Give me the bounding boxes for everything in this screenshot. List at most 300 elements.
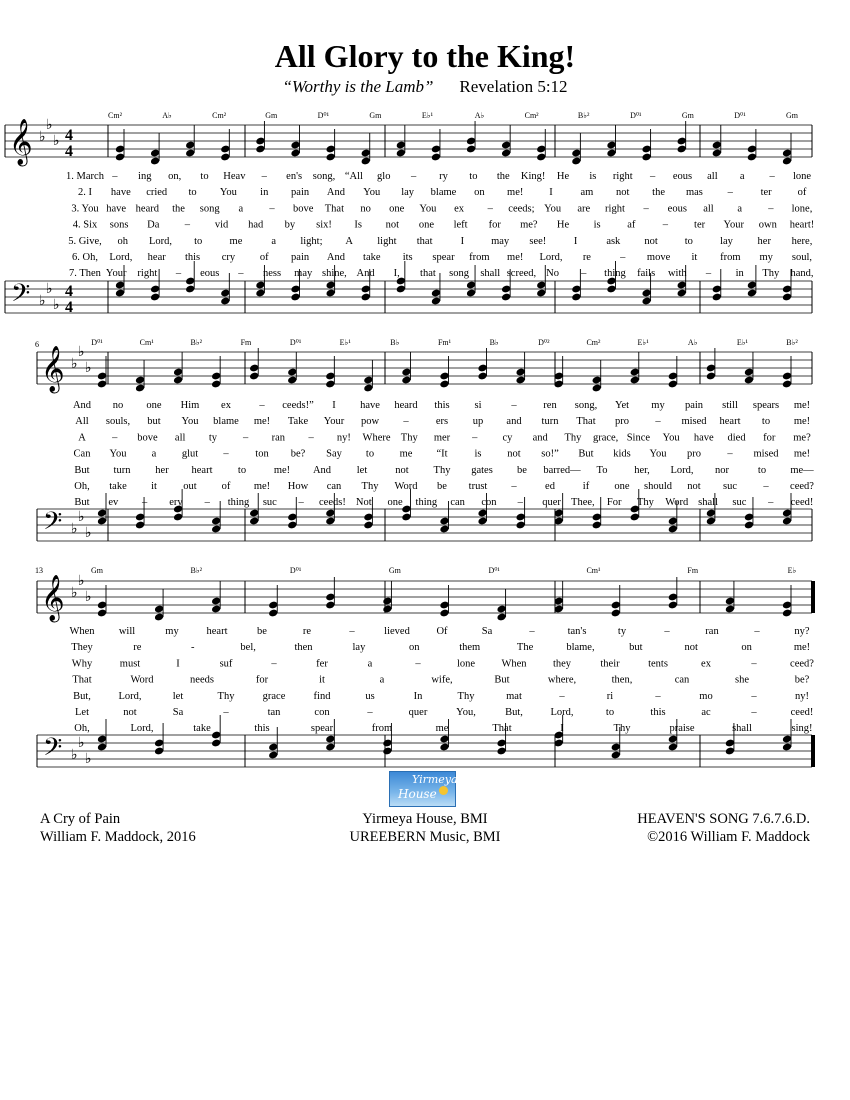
lyric-syllable: eous bbox=[672, 171, 693, 182]
lyric-syllable: Thy bbox=[400, 432, 418, 444]
lyric-syllable: so!” bbox=[541, 448, 559, 460]
lyric-syllable: from bbox=[720, 252, 741, 263]
lyric-syllable: me! bbox=[507, 187, 524, 199]
lyric-syllable: For bbox=[606, 497, 622, 509]
lyric-syllable: – bbox=[415, 658, 421, 670]
lyric-syllable: me! bbox=[253, 416, 271, 428]
lyric-syllable: spear bbox=[310, 723, 334, 735]
lyric-syllable: she bbox=[735, 674, 749, 686]
hymn-subtitle: A Cry of Pain bbox=[40, 811, 121, 827]
lyric-syllable: but bbox=[147, 416, 161, 428]
lyric-syllable: eous bbox=[200, 268, 220, 280]
lyric-syllable: When bbox=[69, 626, 95, 637]
lyric-syllable: tents bbox=[648, 658, 668, 670]
lyric-syllable: Lord, bbox=[539, 252, 563, 263]
lyric-syllable: turn bbox=[113, 464, 131, 476]
final-barline bbox=[811, 735, 815, 767]
lyric-syllable: ty bbox=[208, 432, 217, 444]
lyric-syllable: her bbox=[155, 464, 169, 476]
lyric-syllable: – bbox=[223, 448, 229, 460]
lyric-syllable: no bbox=[112, 400, 124, 411]
publisher-2: UREEBERN Music, BMI bbox=[349, 829, 501, 845]
lyric-syllable: still bbox=[722, 400, 738, 411]
lyric-syllable: out bbox=[183, 481, 197, 492]
lyric-syllable: – bbox=[751, 690, 757, 702]
sun-icon bbox=[439, 786, 448, 795]
lyric-syllable: – bbox=[411, 171, 417, 182]
lyric-syllable: And bbox=[72, 400, 92, 411]
lyric-syllable: one bbox=[387, 497, 403, 509]
chord-symbol: Gm bbox=[388, 566, 401, 575]
lyric-syllable: And bbox=[356, 268, 375, 280]
lyric-syllable: pro bbox=[615, 416, 629, 428]
flat-icon: ♭ bbox=[71, 522, 78, 537]
lyric-syllable: – bbox=[727, 187, 733, 199]
chord-symbol: D⁰¹ bbox=[488, 566, 500, 575]
flat-icon: ♭ bbox=[71, 357, 78, 372]
scripture-reference: Revelation 5:12 bbox=[459, 77, 568, 96]
lyric-syllable: Where bbox=[362, 432, 391, 444]
chord-symbol: Cm² bbox=[586, 338, 601, 347]
yirmeya-house-logo bbox=[389, 771, 456, 807]
lyric-syllable: not bbox=[616, 187, 630, 199]
flat-icon: ♭ bbox=[78, 736, 85, 751]
lyric-syllable: You bbox=[181, 416, 199, 428]
lyric-syllable: I bbox=[573, 235, 578, 247]
lyric-syllable: right bbox=[137, 268, 158, 280]
chord-symbol: Cm² bbox=[524, 111, 539, 120]
lyric-syllable: me! bbox=[793, 642, 811, 654]
lyric-syllable: Lord, bbox=[550, 707, 574, 718]
lyric-syllable: Lord, bbox=[109, 252, 133, 263]
lyric-syllable: not bbox=[395, 464, 409, 476]
lyric-syllable: shine, bbox=[321, 268, 347, 280]
lyric-syllable: heard bbox=[135, 203, 160, 215]
lyric-syllable: all bbox=[707, 171, 718, 182]
lyric-syllable: heard bbox=[394, 400, 418, 411]
lyric-syllable: pow bbox=[360, 416, 380, 428]
lyric-syllable: But bbox=[74, 464, 90, 476]
lyric-syllable: I bbox=[549, 187, 553, 199]
lyric-syllable: cry bbox=[221, 252, 236, 263]
lyric-syllable: a bbox=[367, 658, 373, 670]
lyric-syllable: – bbox=[472, 432, 478, 444]
lyric-syllable: thing bbox=[604, 268, 626, 280]
lyric-syllable: ri bbox=[606, 690, 614, 702]
lyric-syllable: Word bbox=[665, 497, 689, 509]
lyric-syllable: shall bbox=[698, 497, 719, 509]
lyric-syllable: – bbox=[261, 171, 267, 182]
lyric-syllable: How bbox=[287, 481, 309, 492]
lyric-syllable: When bbox=[501, 658, 527, 670]
lyric-syllable: Not bbox=[355, 497, 372, 509]
chord-symbol: B♭ bbox=[489, 338, 499, 347]
lyric-syllable: 5. Give, bbox=[68, 235, 102, 247]
lyric-syllable: lay bbox=[352, 642, 366, 654]
lyric-syllable: me! bbox=[793, 416, 811, 428]
flat-icon: ♭ bbox=[53, 298, 60, 313]
lyric-syllable: Why bbox=[71, 658, 93, 670]
lyric-syllable: cried bbox=[146, 187, 168, 199]
lyric-syllable: - bbox=[191, 642, 195, 654]
lyric-syllable: ny? bbox=[794, 626, 810, 637]
chord-symbol: A♭ bbox=[687, 338, 698, 347]
lyric-syllable: screed, bbox=[506, 268, 537, 280]
chord-symbol: A♭ bbox=[162, 111, 172, 120]
lyric-syllable: – bbox=[662, 219, 669, 231]
lyric-syllable: are bbox=[577, 203, 591, 215]
lyric-syllable: me bbox=[229, 235, 243, 247]
logo-text-line1: Yirmeya bbox=[412, 773, 458, 786]
footer-center bbox=[300, 810, 550, 846]
lyric-syllable: for bbox=[763, 432, 776, 444]
flat-icon: ♭ bbox=[53, 134, 60, 149]
treble-clef-icon: 𝄞 bbox=[41, 575, 65, 620]
lyric-syllable: 3. You bbox=[71, 203, 99, 215]
lyric-syllable: this bbox=[184, 252, 201, 263]
lyric-syllable: ex bbox=[221, 400, 231, 411]
composer: William F. Maddock, 2016 bbox=[40, 829, 196, 845]
lyric-syllable: ceed! bbox=[790, 497, 814, 509]
lyric-syllable: have bbox=[110, 187, 131, 199]
chord-symbol: Gm bbox=[681, 111, 694, 120]
lyric-syllable: ter bbox=[694, 219, 706, 231]
lyric-syllable: died bbox=[727, 432, 746, 444]
lyric-syllable: 2. I bbox=[78, 187, 92, 199]
lyric-syllable: to bbox=[365, 448, 375, 460]
lyric-syllable: and bbox=[506, 416, 522, 428]
lyric-syllable: – bbox=[655, 690, 661, 702]
lyric-syllable: ceeds!” bbox=[282, 400, 314, 411]
lyric-syllable: my bbox=[759, 252, 773, 263]
lyric-syllable: – bbox=[655, 416, 661, 428]
lyric-syllable: pain bbox=[684, 400, 704, 411]
lyric-syllable: Thy bbox=[361, 481, 379, 492]
lyric-syllable: You bbox=[109, 448, 127, 460]
lyric-syllable: Thy bbox=[613, 723, 631, 735]
lyric-syllable: Word bbox=[394, 481, 418, 492]
lyric-syllable: You bbox=[649, 448, 667, 460]
lyric-syllable: – bbox=[754, 626, 760, 637]
lyric-syllable: ton bbox=[255, 448, 269, 460]
lyric-syllable: up bbox=[472, 416, 484, 428]
chord-symbol: D⁰¹ bbox=[317, 111, 330, 120]
flat-icon: ♭ bbox=[85, 526, 92, 541]
lyric-syllable: con bbox=[481, 497, 497, 509]
lyric-syllable: re bbox=[582, 252, 591, 263]
lyric-syllable: be bbox=[437, 481, 447, 492]
lyric-syllable: suc bbox=[732, 497, 747, 509]
lyric-syllable: one bbox=[614, 481, 630, 492]
lyric-syllable: A bbox=[78, 432, 86, 444]
chord-symbol: B♭² bbox=[786, 338, 798, 347]
lyric-syllable: Your bbox=[105, 268, 127, 280]
lyric-syllable: lieved bbox=[384, 626, 410, 637]
lyric-syllable: In bbox=[413, 690, 423, 702]
lyric-syllable: bove bbox=[137, 432, 158, 444]
lyric-syllable: them bbox=[459, 642, 481, 654]
lyric-syllable: but bbox=[629, 642, 643, 654]
lyric-syllable: can bbox=[450, 497, 465, 509]
lyric-syllable: – bbox=[529, 626, 535, 637]
lyric-syllable: blame bbox=[430, 187, 457, 199]
lyric-syllable: a bbox=[151, 448, 157, 460]
lyric-syllable: ex bbox=[454, 203, 465, 215]
lyric-syllable: by bbox=[284, 219, 296, 231]
lyric-syllable: Word bbox=[130, 674, 154, 686]
lyric-syllable: mas bbox=[685, 187, 703, 199]
lyric-syllable: us bbox=[365, 690, 375, 702]
lyric-syllable: – bbox=[403, 416, 409, 428]
lyric-syllable: souls, bbox=[105, 416, 131, 428]
lyric-syllable: ceeds! bbox=[319, 497, 346, 509]
lyric-syllable: suc bbox=[262, 497, 277, 509]
lyric-syllable: – bbox=[367, 707, 373, 718]
lyric-syllable: lay bbox=[401, 187, 415, 199]
lyric-syllable: – bbox=[751, 707, 757, 718]
lyric-syllable: me bbox=[435, 723, 449, 735]
chord-symbol: Fm bbox=[687, 566, 699, 575]
chord-symbol: B♭ bbox=[390, 338, 400, 347]
lyric-syllable: find bbox=[313, 690, 331, 702]
lyric-syllable: lone bbox=[792, 171, 812, 182]
lyric-syllable: let bbox=[356, 464, 368, 476]
chord-symbol: Gm bbox=[786, 111, 798, 120]
lyric-syllable: where, bbox=[547, 674, 577, 686]
lyric-syllable: ran bbox=[705, 626, 719, 637]
lyric-syllable: – bbox=[650, 171, 656, 182]
lyric-syllable: – bbox=[184, 219, 191, 231]
lyric-syllable: shall bbox=[732, 723, 752, 735]
lyric-syllable: sing! bbox=[791, 723, 813, 735]
lyric-syllable: ny! bbox=[795, 690, 809, 702]
lyric-syllable: song bbox=[199, 203, 220, 215]
lyric-syllable: They bbox=[71, 642, 93, 654]
lyric-syllable: That bbox=[72, 674, 92, 686]
chord-symbol: Cm¹ bbox=[139, 338, 154, 347]
chord-symbol: Fm¹ bbox=[437, 338, 452, 347]
lyric-syllable: pain bbox=[291, 187, 310, 199]
lyric-syllable: on, bbox=[168, 171, 182, 182]
treble-clef-icon: 𝄞 bbox=[41, 346, 65, 391]
lyric-syllable: mised bbox=[681, 416, 707, 428]
lyric-syllable: is bbox=[593, 219, 601, 231]
lyric-syllable: on bbox=[409, 642, 420, 654]
lyric-syllable: Can bbox=[73, 448, 91, 460]
flat-icon: ♭ bbox=[85, 590, 92, 605]
chord-symbol: D⁰¹ bbox=[630, 111, 642, 120]
treble-clef-icon: 𝄞 bbox=[9, 119, 33, 164]
chord-symbol: B♭² bbox=[190, 338, 203, 347]
lyric-syllable: He bbox=[556, 219, 570, 231]
chord-symbol: A♭ bbox=[474, 111, 485, 120]
chord-symbol: B♭² bbox=[577, 111, 590, 120]
lyric-syllable: to bbox=[761, 416, 771, 428]
lyric-syllable: pain bbox=[291, 252, 310, 263]
lyric-syllable: all bbox=[703, 203, 714, 215]
chord-symbol: D⁰² bbox=[538, 338, 550, 347]
lyric-syllable: I bbox=[176, 658, 180, 670]
lyric-syllable: here, bbox=[791, 235, 813, 247]
lyric-syllable: But bbox=[494, 674, 510, 686]
time-signature-bottom: 4 bbox=[65, 143, 73, 160]
lyric-syllable: 6. Oh, bbox=[72, 252, 98, 263]
flat-icon: ♭ bbox=[71, 748, 78, 763]
lyric-syllable: Of bbox=[436, 626, 448, 637]
lyric-syllable: ing bbox=[138, 171, 152, 182]
lyric-syllable: And bbox=[312, 464, 332, 476]
lyric-syllable: light; bbox=[300, 235, 323, 247]
lyric-syllable: the bbox=[652, 187, 666, 199]
lyric-syllable: of bbox=[797, 187, 807, 199]
lyric-syllable: sons bbox=[109, 219, 129, 231]
logo-text-line2: House bbox=[398, 787, 437, 801]
lyric-syllable: me! bbox=[793, 400, 811, 411]
lyric-syllable: see! bbox=[529, 235, 547, 247]
chord-symbol: Gm bbox=[369, 111, 382, 120]
lyric-syllable: You bbox=[363, 187, 381, 199]
lyric-syllable: Thy bbox=[637, 497, 654, 509]
lyric-syllable: – bbox=[769, 171, 775, 182]
lyric-syllable: “All bbox=[344, 171, 363, 182]
lyric-syllable: Thee, bbox=[571, 497, 595, 509]
lyric-syllable: can bbox=[326, 481, 342, 492]
lyric-syllable: ers bbox=[435, 416, 449, 428]
lyric-syllable: King! bbox=[520, 171, 546, 182]
lyric-syllable: – bbox=[308, 432, 314, 444]
lyric-syllable: to bbox=[757, 464, 767, 476]
lyric-syllable: my bbox=[651, 400, 665, 411]
lyric-syllable: no bbox=[360, 203, 371, 215]
lyric-syllable: vid bbox=[214, 219, 229, 231]
lyric-syllable: and bbox=[532, 432, 548, 444]
lyric-syllable: quer bbox=[408, 707, 428, 718]
flat-icon: ♭ bbox=[39, 294, 46, 309]
lyric-syllable: to bbox=[469, 171, 478, 182]
lyric-syllable: soul, bbox=[791, 252, 813, 263]
chord-symbol: B♭² bbox=[190, 566, 203, 575]
lyric-syllable: 4. Six bbox=[72, 219, 98, 231]
lyric-syllable: take bbox=[193, 723, 211, 735]
lyric-syllable: ac bbox=[701, 707, 711, 718]
lyric-syllable: – bbox=[705, 268, 712, 280]
lyric-syllable: ness bbox=[262, 268, 282, 280]
lyric-syllable: – bbox=[620, 252, 626, 263]
bass-clef-icon: 𝄢 bbox=[11, 280, 31, 313]
lyric-syllable: con bbox=[314, 707, 330, 718]
lyric-syllable: left bbox=[453, 219, 468, 231]
chord-symbol: E♭¹ bbox=[736, 338, 748, 347]
lyric-syllable: – bbox=[643, 203, 649, 215]
lyric-syllable: – bbox=[768, 203, 774, 215]
chord-symbol: Cm² bbox=[108, 111, 122, 120]
lyric-syllable: 7. Then bbox=[69, 268, 101, 280]
lyric-syllable: bel, bbox=[240, 642, 256, 654]
lyric-syllable: – bbox=[204, 497, 210, 509]
lyric-syllable: one bbox=[146, 400, 162, 411]
lyric-syllable: heart bbox=[206, 626, 228, 637]
lyric-syllable: – bbox=[559, 690, 565, 702]
lyric-syllable: bove bbox=[293, 203, 314, 215]
lyric-syllable: You bbox=[219, 187, 237, 199]
lyric-syllable: her, bbox=[634, 464, 650, 476]
chord-symbol: D⁰¹ bbox=[91, 338, 103, 347]
lyric-syllable: be bbox=[517, 464, 527, 476]
lyric-syllable: be? bbox=[290, 448, 306, 460]
lyric-syllable: grace bbox=[262, 690, 286, 702]
lyric-syllable: ceed! bbox=[790, 707, 814, 718]
lyric-syllable: not bbox=[684, 642, 698, 654]
lyric-syllable: Your bbox=[323, 416, 345, 428]
lyric-syllable: Let bbox=[75, 707, 89, 718]
lyric-syllable: Thy bbox=[217, 690, 235, 702]
lyric-syllable: me? bbox=[793, 432, 811, 444]
time-signature-top: 4 bbox=[65, 283, 73, 300]
lyric-syllable: Lord, bbox=[148, 235, 172, 247]
chord-symbol: E♭¹ bbox=[637, 338, 649, 347]
lyric-syllable: glut bbox=[181, 448, 199, 460]
lyric-syllable: And bbox=[326, 252, 345, 263]
chord-symbol: E♭¹ bbox=[339, 338, 351, 347]
lyric-syllable: – bbox=[112, 432, 118, 444]
lyric-syllable: song, bbox=[312, 171, 336, 182]
lyric-syllable: fails bbox=[637, 268, 656, 280]
lyric-syllable: But, bbox=[505, 707, 523, 718]
lyric-syllable: wife, bbox=[431, 674, 453, 686]
lyric-syllable: blame bbox=[213, 416, 239, 428]
lyric-syllable: take bbox=[363, 252, 381, 263]
lyric-syllable: – bbox=[511, 400, 517, 411]
lyric-syllable: lone bbox=[456, 658, 476, 670]
lyric-syllable: – bbox=[517, 497, 523, 509]
lyric-syllable: to bbox=[237, 464, 247, 476]
lyric-syllable: ev bbox=[108, 497, 119, 509]
lyric-syllable: is bbox=[589, 171, 597, 182]
lyric-syllable: should bbox=[643, 481, 673, 492]
lyric-syllable: her bbox=[757, 235, 771, 247]
lyric-syllable: it bbox=[691, 252, 698, 263]
lyric-syllable: mer bbox=[433, 432, 451, 444]
lyric-syllable: light bbox=[377, 235, 397, 247]
lyric-syllable: – bbox=[112, 171, 118, 182]
lyric-syllable: thing bbox=[227, 497, 250, 509]
lyric-syllable: a bbox=[379, 674, 385, 686]
lyric-syllable: You bbox=[662, 432, 680, 444]
lyric-syllable: to bbox=[200, 171, 209, 182]
lyric-syllable: me? bbox=[520, 219, 538, 231]
lyric-syllable: this bbox=[650, 707, 666, 718]
chord-symbol: E♭¹ bbox=[421, 111, 433, 120]
chord-symbol: Fm bbox=[240, 338, 252, 347]
lyric-syllable: shall bbox=[480, 268, 501, 280]
lyric-syllable: – bbox=[238, 268, 244, 280]
lyric-syllable: is bbox=[474, 448, 482, 460]
lyric-syllable: mised bbox=[753, 448, 779, 460]
lyric-syllable: ter bbox=[760, 187, 772, 199]
lyric-syllable: – bbox=[141, 497, 148, 509]
lyric-syllable: if bbox=[582, 481, 590, 492]
chord-symbol: Gm bbox=[91, 566, 103, 575]
time-signature-top: 4 bbox=[65, 127, 73, 144]
lyric-syllable: I bbox=[460, 235, 465, 247]
lyric-syllable: re bbox=[133, 642, 142, 654]
lyric-syllable: That bbox=[324, 203, 345, 215]
lyric-syllable: thing bbox=[415, 497, 438, 509]
lyric-syllable: Your bbox=[723, 219, 744, 231]
lyric-syllable: glo bbox=[377, 171, 391, 182]
lyric-syllable: the bbox=[496, 171, 510, 182]
lyric-syllable: ceed? bbox=[790, 481, 814, 492]
